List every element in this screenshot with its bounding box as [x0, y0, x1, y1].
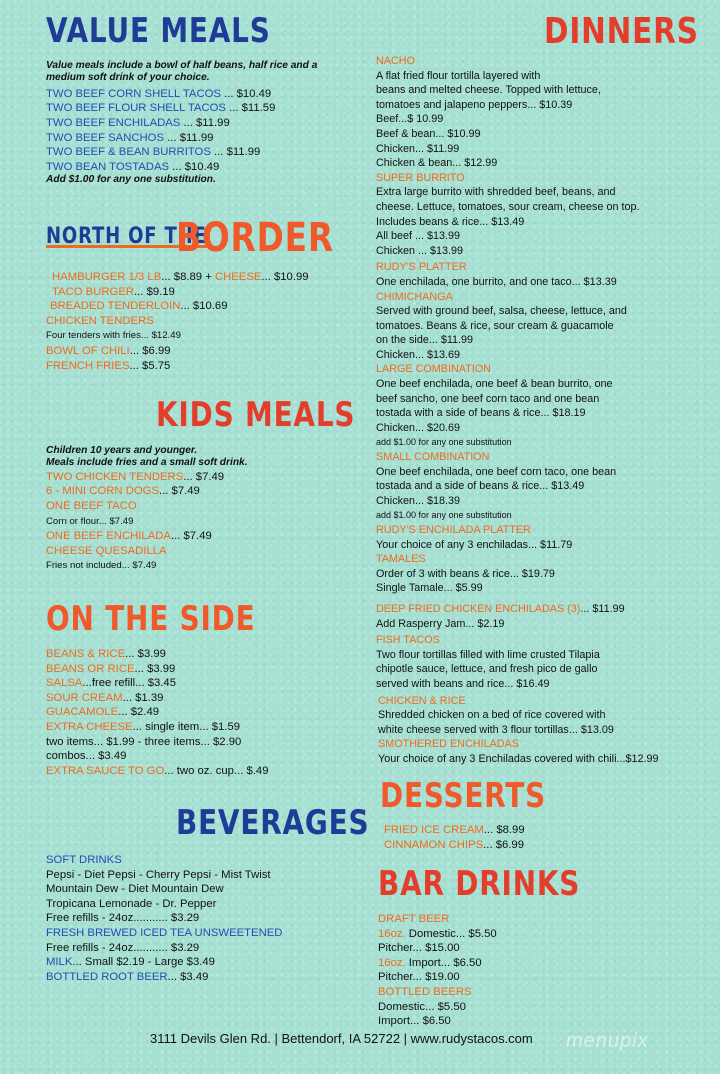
list-item: Mountain Dew - Diet Mountain Dew — [46, 883, 224, 896]
list-item: Fries not included... $7.49 — [46, 560, 157, 572]
dinner-item-nacho — [376, 54, 711, 171]
dinner-item-rudys-platter — [376, 260, 711, 289]
north-border-title-small: NORTH OF THE — [46, 224, 207, 249]
list-item: BEANS & RICE... $3.99 — [46, 648, 166, 660]
list-item: BREADED TENDERLOIN... $10.69 — [50, 300, 228, 313]
desserts-section — [384, 823, 684, 852]
kids-meals-title: KIDS MEALS — [156, 395, 356, 435]
dinner-item-line: Add Rasperry Jam... $2.19 — [376, 617, 505, 630]
list-item: TWO BEEF & BEAN BURRITOS ... $11.99 — [46, 146, 261, 159]
list-item: Tropicana Lemonade - Dr. Pepper — [46, 897, 217, 910]
list-item: 16oz. Import... $6.50 — [378, 956, 482, 969]
watermark: menupix — [566, 1030, 649, 1052]
dinner-item-line: All beef ... $13.99 — [376, 230, 461, 243]
list-item: two items... $1.99 - three items... $2.90 — [46, 735, 242, 748]
dinner-item-name: SMOTHERED ENCHILADAS — [378, 738, 519, 751]
dinner-item-line: One beef enchilada, one beef corn taco, one bean — [376, 465, 617, 478]
dinner-item-line: Chicken & bean... $12.99 — [376, 157, 498, 170]
list-item: ONE BEEF TACO — [46, 500, 137, 512]
dinner-item-line: Single Tamale... $5.99 — [376, 582, 483, 595]
list-item: GUACAMOLE... $2.49 — [46, 706, 160, 719]
dinner-item-line: Two flour tortillas filled with lime crusted Tilapia — [376, 648, 600, 661]
on-the-side-title: ON THE SIDE — [46, 599, 256, 639]
dinner-item-line: Chicken... $20.69 — [376, 421, 461, 434]
list-item: CHICKEN TENDERS — [46, 314, 154, 327]
list-item: HAMBURGER 1/3 LB... $8.89 + CHEESE... $10.99 — [52, 271, 309, 283]
value-meals-list — [46, 87, 346, 175]
dinner-item-line: cheese. Lettuce, tomatoes, sour cream, cheese on top. — [376, 200, 640, 213]
dinner-item-note: add $1.00 for any one substitution — [376, 510, 512, 521]
list-item: CINNAMON CHIPS... $6.99 — [384, 838, 524, 851]
dinner-item-line: tomatoes and jalapeno peppers... $10.39 — [376, 98, 573, 111]
kids-meals-note: Children 10 years and younger. — [46, 445, 198, 456]
on-the-side-section — [46, 647, 346, 778]
list-item: Pepsi - Diet Pepsi - Cherry Pepsi - Mist Twist — [46, 868, 271, 881]
list-item: TWO BEAN TOSTADAS ... $10.49 — [46, 160, 220, 173]
dinner-item-line: Your choice of any 3 enchiladas... $11.79 — [376, 538, 573, 551]
dinner-item-line: Includes beans & rice... $13.49 — [376, 215, 525, 228]
dinner-item-line: beef sancho, one beef corn taco and one bean — [376, 392, 600, 405]
dinner-item-name: TAMALES — [376, 553, 426, 566]
list-item: TWO BEEF SANCHOS ... $11.99 — [46, 131, 214, 144]
dinner-item-name: FISH TACOS — [376, 634, 440, 647]
dinner-item-chimichanga — [376, 290, 711, 363]
list-item: FRIED ICE CREAM... $8.99 — [384, 824, 525, 836]
kids-meals-section — [46, 445, 346, 574]
list-item: Import... $6.50 — [378, 1015, 451, 1028]
dinner-item-line: Chicken ... $13.99 — [376, 244, 464, 257]
list-item: Pitcher... $15.00 — [378, 942, 460, 955]
dinners-section — [376, 54, 711, 767]
dinner-item-line: tostada and a side of beans & rice... $13.49 — [376, 480, 585, 493]
list-item: TWO CHICKEN TENDERS... $7.49 — [46, 470, 225, 483]
list-item: combos... $3.49 — [46, 750, 127, 763]
dinner-item-tamales — [376, 552, 711, 596]
beverages-title: BEVERAGES — [176, 803, 370, 843]
dinner-item-line: on the side... $11.99 — [376, 334, 474, 347]
dinner-item-fish-tacos — [376, 633, 711, 691]
value-meals-section — [46, 60, 346, 187]
value-meals-title: VALUE MEALS — [46, 11, 271, 51]
dinner-item-name: SUPER BURRITO — [376, 171, 465, 184]
list-item: DRAFT BEER — [378, 913, 450, 925]
dinner-item-name: RUDY'S PLATTER — [376, 261, 467, 274]
list-item: 6 - MINI CORN DOGS... $7.49 — [46, 485, 200, 498]
list-item: EXTRA CHEESE... single item... $1.59 — [46, 720, 241, 733]
list-item: Corn or flour... $7.49 — [46, 515, 134, 527]
north-border-title-big: BORDER — [176, 215, 334, 261]
list-item: ONE BEEF ENCHILADA... $7.49 — [46, 530, 212, 543]
dinner-item-line: tostada with a side of beans & rice... $18.19 — [376, 407, 586, 420]
dinner-item-line: Chicken... $11.99 — [376, 142, 460, 155]
bar-drinks-section — [378, 912, 678, 1029]
list-item: BOWL OF CHILI... $6.99 — [46, 344, 171, 357]
dinner-item-smothered-enchiladas — [376, 737, 711, 766]
dinner-item-name: DEEP FRIED CHICKEN ENCHILADAS (3)... $11.99 — [376, 602, 625, 615]
value-meals-footnote: Add $1.00 for any one substitution. — [46, 174, 216, 186]
dinner-item-line: One enchilada, one burrito, and one taco... $13.39 — [376, 275, 617, 288]
dinner-item-line: One beef enchilada, one beef & bean burrito, one — [376, 378, 613, 391]
list-item: FRESH BREWED ICED TEA UNSWEETENED — [46, 926, 283, 939]
dinners-title: DINNERS — [544, 11, 699, 52]
dinner-item-line: Extra large burrito with shredded beef, beans, and — [376, 186, 616, 199]
dinner-item-deep-fried-enchiladas — [376, 602, 711, 631]
dinner-item-name: SMALL COMBINATION — [376, 451, 490, 464]
dinner-item-name: CHICKEN & RICE — [378, 694, 466, 707]
list-item: SOUR CREAM... $1.39 — [46, 691, 164, 704]
value-meals-note: Value meals include a bowl of half beans, half rice and a medium soft drink of your choice. — [46, 60, 318, 84]
list-item: BOTTLED BEERS — [378, 985, 472, 998]
dinner-item-line: Shredded chicken on a bed of rice covered with — [378, 709, 606, 722]
dinner-item-line: Your choice of any 3 Enchiladas covered with chili...$12.99 — [378, 752, 659, 765]
dinner-item-line: served with beans and rice... $16.49 — [376, 677, 550, 690]
bar-drinks-title: BAR DRINKS — [378, 864, 581, 904]
dinner-item-line: Order of 3 with beans & rice... $19.79 — [376, 567, 555, 580]
desserts-title: DESSERTS — [380, 776, 547, 816]
list-item: Four tenders with fries... $12.49 — [46, 330, 181, 342]
dinner-item-large-combination — [376, 362, 711, 450]
dinner-item-note: add $1.00 for any one substitution — [376, 437, 512, 448]
dinner-item-line: Beef...$ 10.99 — [376, 113, 444, 126]
list-item: CHEESE QUESADILLA — [46, 544, 167, 557]
list-item: TWO BEEF CORN SHELL TACOS ... $10.49 — [46, 87, 272, 100]
list-item: BOTTLED ROOT BEER... $3.49 — [46, 970, 209, 983]
list-item: TACO BURGER... $9.19 — [52, 285, 175, 298]
beverages-section — [46, 853, 346, 984]
dinner-item-line: Beef & bean... $10.99 — [376, 127, 481, 140]
dinner-item-line: beans and melted cheese. Topped with lettuce, — [376, 84, 601, 97]
dinner-item-enchilada-platter — [376, 523, 711, 552]
dinner-item-super-burrito — [376, 171, 711, 259]
address-footer: 3111 Devils Glen Rd. | Bettendorf, IA 52722 | www.rudystacos.com — [150, 1031, 533, 1046]
dinner-item-line: white cheese served with 3 flour tortillas... $13.09 — [378, 723, 614, 736]
dinner-item-chicken-rice — [376, 694, 711, 738]
list-item: Free refills - 24oz........... $3.29 — [46, 941, 200, 954]
list-item: Domestic... $5.50 — [378, 1000, 466, 1013]
dinner-item-name: NACHO — [376, 55, 415, 67]
kids-meals-note: Meals include fries and a small soft drink. — [46, 457, 248, 469]
dinner-item-name: RUDY'S ENCHILADA PLATTER — [376, 524, 531, 536]
list-item: MILK... Small $2.19 - Large $3.49 — [46, 956, 215, 969]
list-item: Free refills - 24oz........... $3.29 — [46, 912, 200, 925]
dinner-item-small-combination — [376, 450, 711, 523]
dinner-item-line: tomatoes. Beans & rice, sour cream & guacamole — [376, 319, 614, 332]
dinner-item-line: chipotle sauce, lettuce, and fresh pico de gallo — [376, 663, 598, 676]
dinner-item-name: CHIMICHANGA — [376, 290, 453, 303]
dinner-item-line: A flat fried flour tortilla layered with — [376, 69, 541, 82]
dinner-item-line: Chicken... $18.39 — [376, 494, 461, 507]
north-border-heading — [46, 215, 346, 266]
list-item: BEANS OR RICE... $3.99 — [46, 662, 176, 675]
list-item: FRENCH FRIES... $5.75 — [46, 359, 171, 372]
dinner-item-name: LARGE COMBINATION — [376, 363, 491, 376]
list-item: SOFT DRINKS — [46, 854, 122, 866]
list-item: TWO BEEF ENCHILADAS ... $11.99 — [46, 117, 230, 129]
list-item: EXTRA SAUCE TO GO... two oz. cup... $.49 — [46, 764, 269, 777]
list-item: 16oz. Domestic... $5.50 — [378, 927, 497, 940]
north-border-section — [46, 270, 346, 373]
list-item: SALSA...free refill... $3.45 — [46, 677, 176, 690]
list-item: TWO BEEF FLOUR SHELL TACOS ... $11.59 — [46, 102, 276, 115]
list-item: Pitcher... $19.00 — [378, 971, 460, 984]
dinner-item-line: Served with ground beef, salsa, cheese, lettuce, and — [376, 305, 627, 318]
dinner-item-line: Chicken... $13.69 — [376, 348, 461, 361]
